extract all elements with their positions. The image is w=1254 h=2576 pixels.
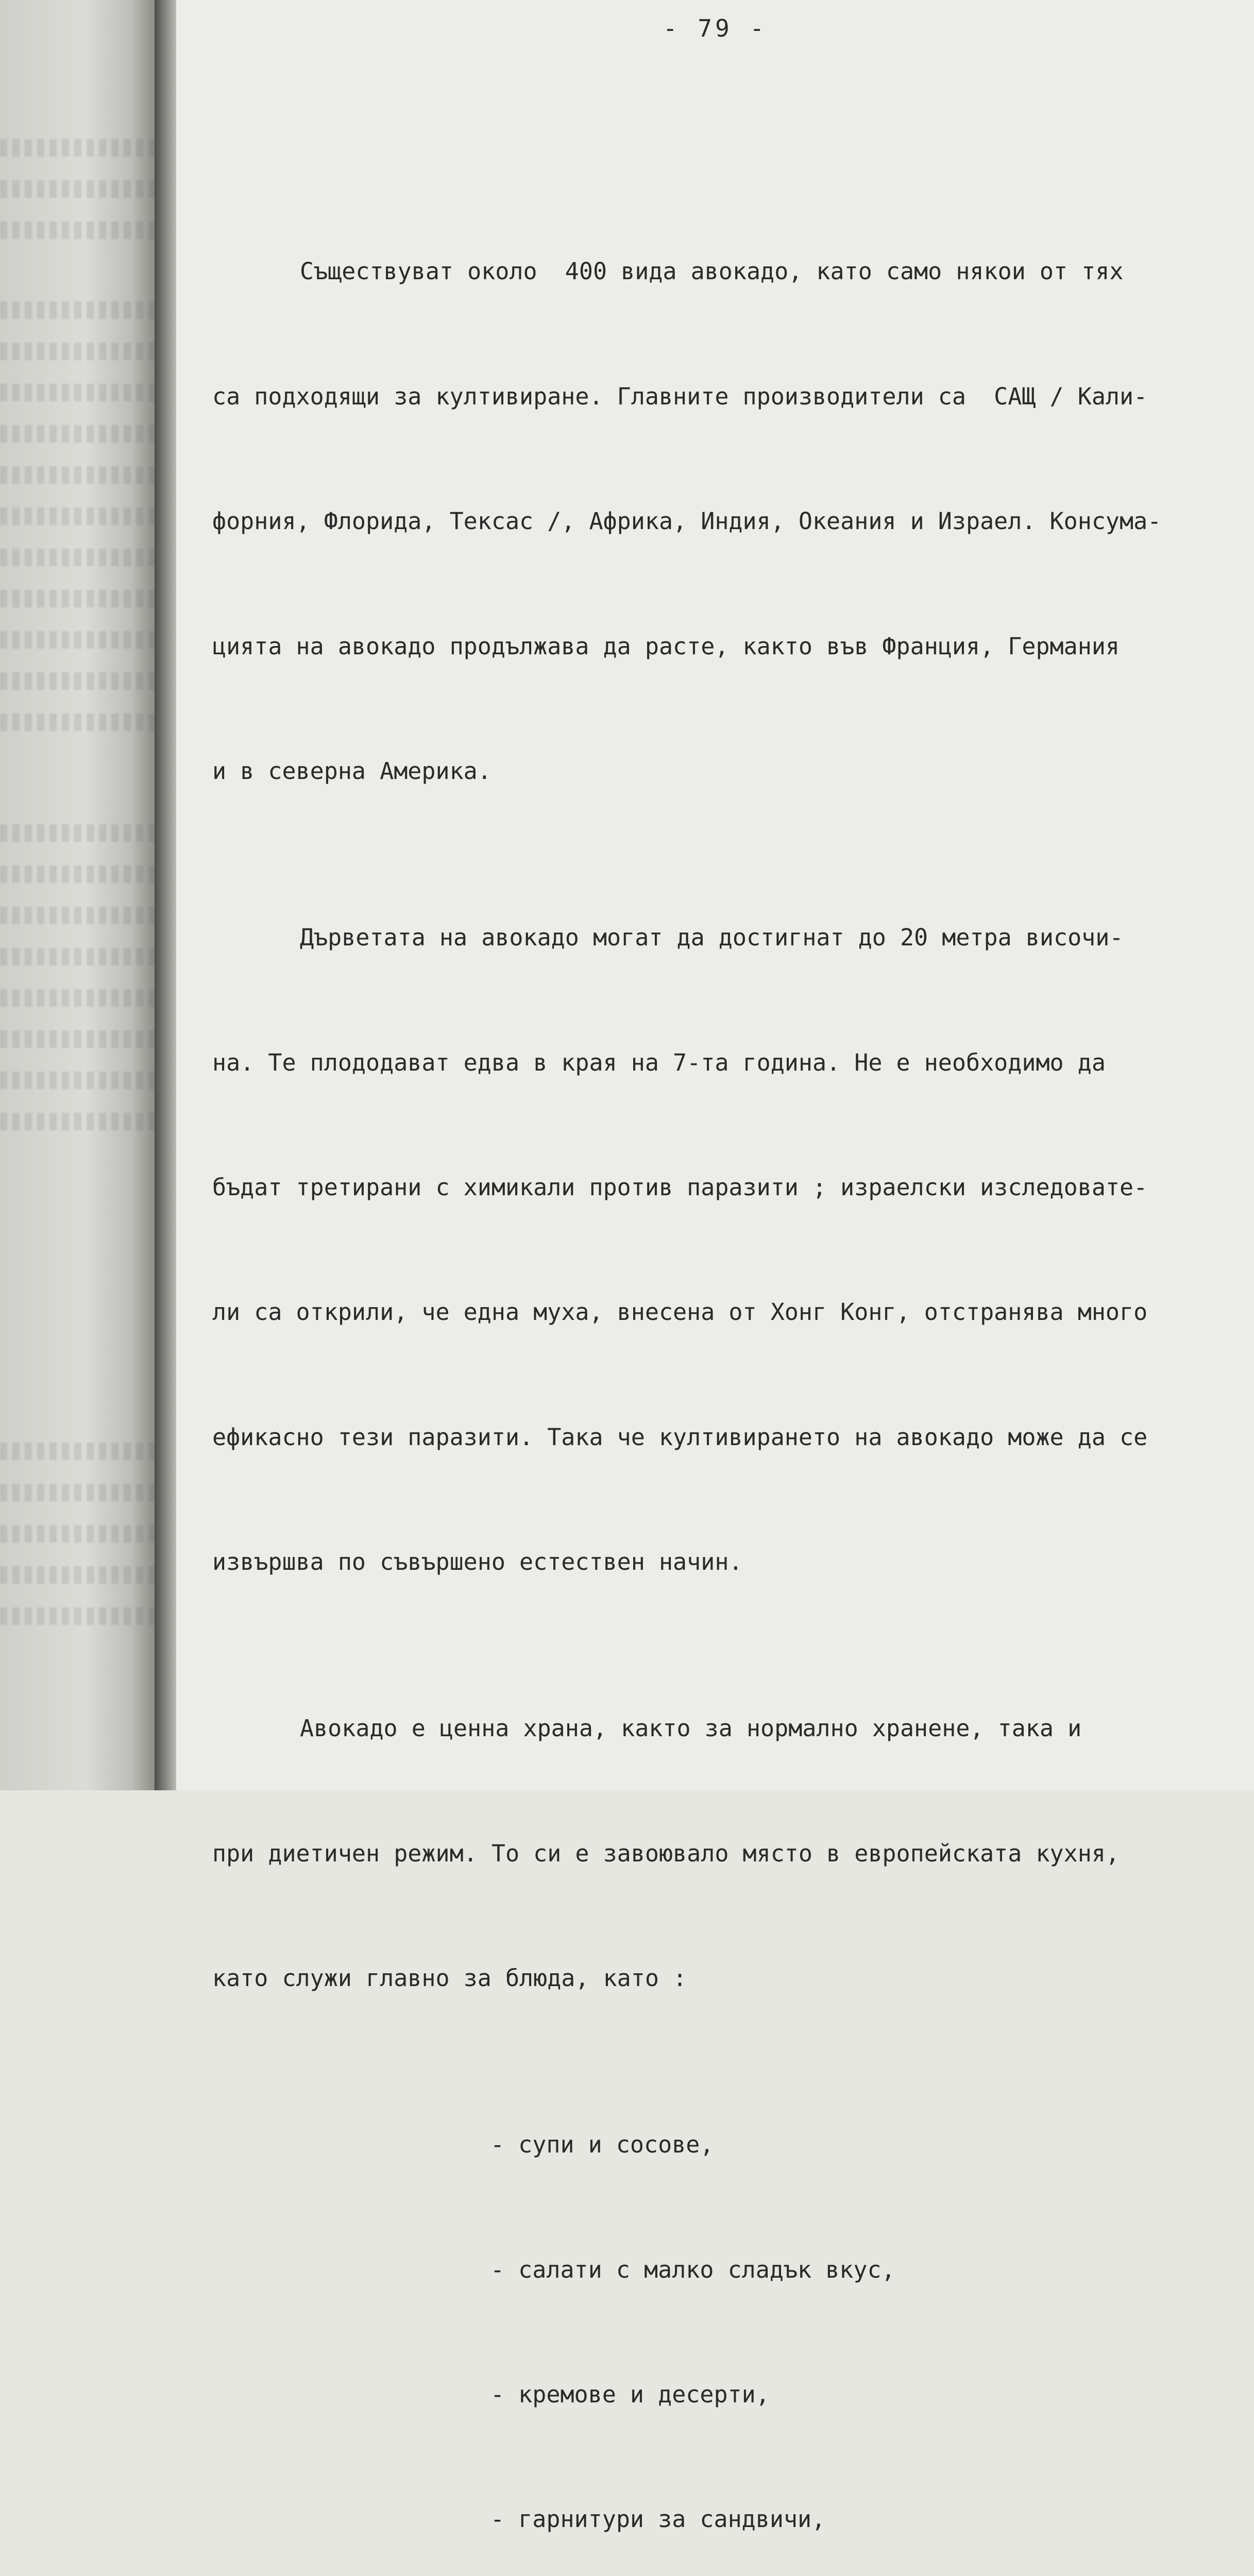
text-line: и в северна Америка. [212,757,492,785]
text-line: форния, Флорида, Тексас /, Африка, Индия, Океания и Израел. Консума- [212,507,1162,535]
page-number: - 79 - [663,14,768,42]
text-line: Авокадо е ценна храна, както за нормално хранене, така и [300,1715,1082,1742]
text-line: Дърветата на авокадо могат да достигнат до 20 метра височи- [300,924,1124,952]
text-line: ефикасно тези паразити. Така че култивирането на авокадо може да се [212,1423,1148,1451]
text-line: Съществуват около 400 вида авокадо, като само някои от тях [300,258,1124,285]
text-line: са подходящи за култивиране. Главните производители са САЩ / Кали- [212,382,1148,410]
text-line: при диетичен режим. То си е завоювало място в европейската кухня, [212,1839,1120,1867]
text-line: бъдат третирани с химикали против паразити ; израелски изследовате- [212,1173,1148,1201]
list-item: - салати с малко сладък вкус, [490,2256,895,2283]
text-line: като служи главно за блюда, като : [212,1964,687,1992]
list-item: - супи и сосове, [490,2131,714,2159]
text-line: на. Те плододават едва в края на 7-та година. Не е необходимо да [212,1048,1106,1076]
list-item: - гарнитури за сандвичи, [490,2505,826,2533]
text-line: извършва по съвършено естествен начин. [212,1548,743,1576]
adjacent-page-edge [0,0,155,1790]
book-gutter [155,0,176,1790]
body-text [212,126,1238,2576]
document-page [176,0,1254,2533]
text-line: ли са открили, че една муха, внесена от Хонг Конг, отстранява много [212,1298,1148,1326]
list-item: - кремове и десерти, [490,2381,770,2409]
text-line: цията на авокадо продължава да расте, както във Франция, Германия [212,632,1120,660]
